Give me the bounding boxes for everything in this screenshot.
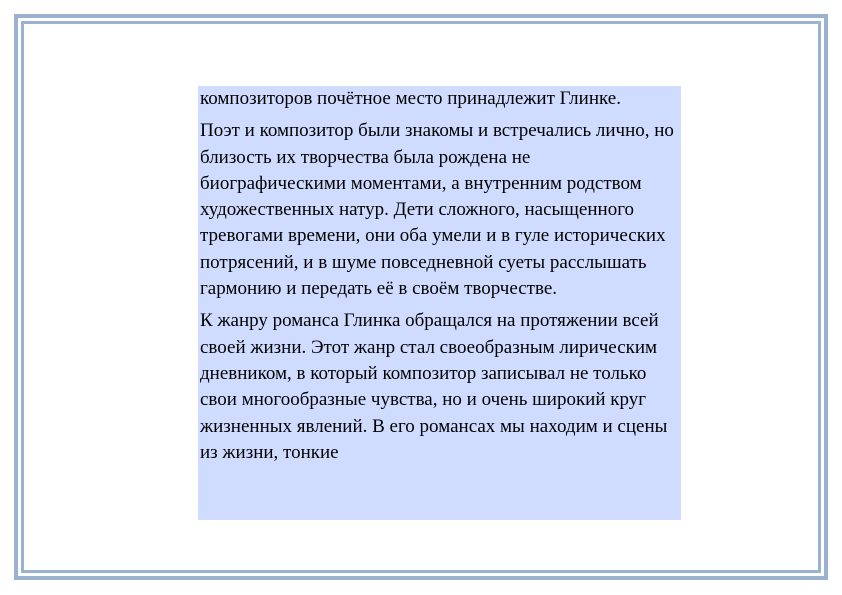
paragraph-2: Поэт и композитор были знакомы и встречались лично, но близость их творчества была рождена не биографическими моментами, а внутренним родством художественных натур. Дети сложного, насыщенного тревогами времени, они оба умели и в гуле исторических потрясений, и в шуме повседневной суеты расслышать гармонию и передать её в своём творчестве. — [200, 120, 674, 300]
text-box — [198, 86, 681, 520]
paragraph-1: композиторов почётное место принадлежит Глинке. — [200, 88, 621, 109]
paragraph-3: К жанру романса Глинка обращался на протяжении всей своей жизни. Этот жанр стал своеобразным лирическим дневником, в который композитор записывал не только свои многообразные чувства, но и очень широкий круг жизненных явлений. В его романсах мы находим и сцены из жизни, тонкие — [200, 310, 668, 463]
